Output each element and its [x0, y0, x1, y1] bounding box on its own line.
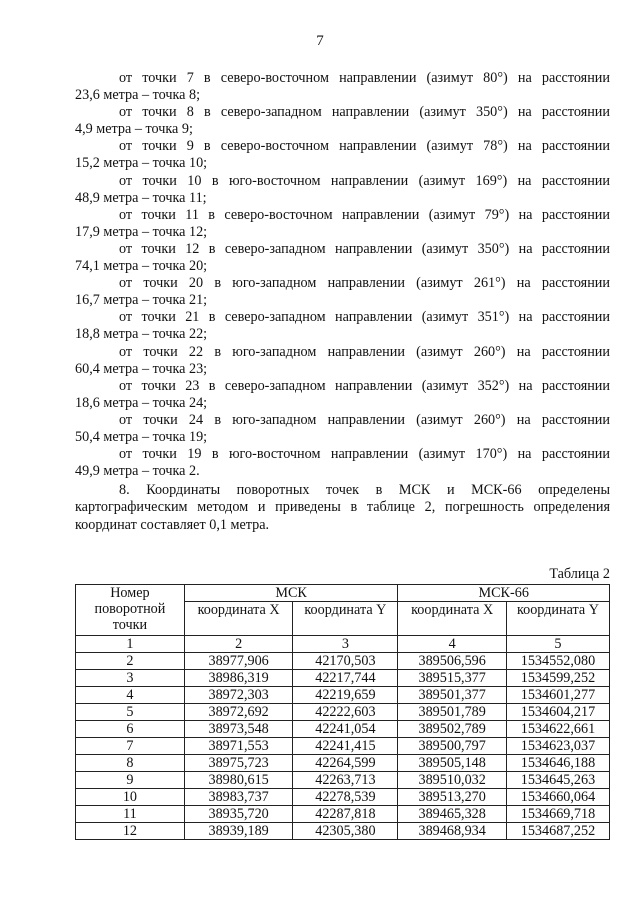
table-cell: 10: [76, 789, 185, 806]
table-cell: 42278,539: [293, 789, 398, 806]
table-row: [76, 738, 610, 755]
boundary-segment-paragraph: [75, 207, 610, 241]
paragraph-first-line: от точки 10 в юго-восточном направлении (азимут 169°) на расстоянии: [119, 172, 610, 189]
paragraph-continuation: 60,4 метра – точка 23;: [75, 360, 208, 377]
paragraph-first-line: от точки 23 в северо-западном направлении (азимут 352°) на расстоянии: [119, 377, 610, 394]
table-cell: 42217,744: [293, 670, 398, 687]
table-cell: 38977,906: [184, 653, 293, 670]
table-cell: 7: [76, 738, 185, 755]
column-number: 3: [293, 636, 398, 653]
column-number: 5: [506, 636, 609, 653]
paragraph-continuation: 16,7 метра – точка 21;: [75, 292, 208, 309]
table-cell: 1534604,217: [506, 704, 609, 721]
paragraph-first-line: от точки 12 в северо-западном направлении (азимут 350°) на расстоянии: [119, 240, 610, 257]
table-cell: 1534552,080: [506, 653, 609, 670]
table-cell: 1534687,252: [506, 823, 609, 840]
table-row: [76, 755, 610, 772]
table-cell: 389501,377: [398, 687, 507, 704]
table-cell: 6: [76, 721, 185, 738]
boundary-segment-paragraph: [75, 70, 610, 104]
table-cell: 1534601,277: [506, 687, 609, 704]
table-cell: 12: [76, 823, 185, 840]
table-cell: 389465,328: [398, 806, 507, 823]
table-row: [76, 687, 610, 704]
table-row: [76, 653, 610, 670]
table-cell: 2: [76, 653, 185, 670]
table-cell: 42241,415: [293, 738, 398, 755]
boundary-segment-paragraph: [75, 173, 610, 207]
table-cell: 42222,603: [293, 704, 398, 721]
table-cell: 38986,319: [184, 670, 293, 687]
table-row: [76, 670, 610, 687]
paragraph-continuation: 15,2 метра – точка 10;: [75, 155, 208, 172]
paragraph-first-line: от точки 22 в юго-западном направлении (азимут 260°) на расстоянии: [119, 343, 610, 360]
table-cell: 38980,615: [184, 772, 293, 789]
table-cell: 42264,599: [293, 755, 398, 772]
table-cell: 1534622,661: [506, 721, 609, 738]
column-number: 4: [398, 636, 507, 653]
table-cell: 42263,713: [293, 772, 398, 789]
table-row: [76, 806, 610, 823]
table-cell: 38983,737: [184, 789, 293, 806]
table-cell: 38935,720: [184, 806, 293, 823]
boundary-segment-paragraph: [75, 309, 610, 343]
paragraph-continuation: 18,8 метра – точка 22;: [75, 326, 208, 343]
table-cell: 3: [76, 670, 185, 687]
table-cell: 5: [76, 704, 185, 721]
paragraph-first-line: от точки 7 в северо-восточном направлении (азимут 80°) на расстоянии: [119, 70, 610, 86]
table-cell: 389510,032: [398, 772, 507, 789]
table-cell: 1534660,064: [506, 789, 609, 806]
paragraph-continuation: 18,6 метра – точка 24;: [75, 394, 208, 411]
paragraph-continuation: 4,9 метра – точка 9;: [75, 121, 193, 138]
table-row: [76, 704, 610, 721]
table-cell: 38972,303: [184, 687, 293, 704]
header-msk66: МСК-66: [398, 585, 610, 602]
table-cell: 8: [76, 755, 185, 772]
boundary-segment-paragraph: [75, 138, 610, 172]
header-point-number: Номер поворотной точки: [76, 585, 185, 636]
paragraph-first-line: от точки 24 в юго-западном направлении (азимут 260°) на расстоянии: [119, 411, 610, 428]
table-cell: 389515,377: [398, 670, 507, 687]
boundary-description: [75, 70, 610, 480]
table-cell: 1534646,188: [506, 755, 609, 772]
boundary-segment-paragraph: [75, 344, 610, 378]
table-column-numbers-row: [76, 636, 610, 653]
boundary-segment-paragraph: [75, 412, 610, 446]
table-cell: 389502,789: [398, 721, 507, 738]
column-number: 1: [76, 636, 185, 653]
paragraph-first-line: от точки 11 в северо-восточном направлении (азимут 79°) на расстоянии: [119, 206, 610, 223]
table-cell: 4: [76, 687, 185, 704]
paragraph-continuation: 48,9 метра – точка 11;: [75, 189, 207, 206]
table-caption: Таблица 2: [549, 566, 610, 582]
paragraph-continuation: 17,9 метра – точка 12;: [75, 223, 208, 240]
paragraph-continuation: 50,4 метра – точка 19;: [75, 428, 208, 445]
section-8-paragraph: 8. Координаты поворотных точек в МСК и МСК-66 определены картографическим методом и приведены в таблице 2, погрешность определения координат составляет 0,1 метра.: [75, 482, 610, 533]
table-cell: 42241,054: [293, 721, 398, 738]
column-number: 2: [184, 636, 293, 653]
table-cell: 38975,723: [184, 755, 293, 772]
table-cell: 42305,380: [293, 823, 398, 840]
paragraph-first-line: от точки 21 в северо-западном направлении (азимут 351°) на расстоянии: [119, 309, 610, 326]
table-cell: 389506,596: [398, 653, 507, 670]
paragraph-first-line: от точки 9 в северо-восточном направлении (азимут 78°) на расстоянии: [119, 138, 610, 155]
header-msk66-y: координата Y: [506, 602, 609, 636]
table-cell: 38939,189: [184, 823, 293, 840]
boundary-segment-paragraph: [75, 446, 610, 480]
table-cell: 389513,270: [398, 789, 507, 806]
boundary-segment-paragraph: [75, 104, 610, 138]
header-msk66-x: координата X: [398, 602, 507, 636]
paragraph-first-line: от точки 19 в юго-восточном направлении (азимут 170°) на расстоянии: [119, 446, 610, 463]
document-body: [75, 70, 610, 534]
table-cell: 389505,148: [398, 755, 507, 772]
table-row: [76, 789, 610, 806]
header-msk-y: координата Y: [293, 602, 398, 636]
boundary-segment-paragraph: [75, 378, 610, 412]
table-cell: 1534645,263: [506, 772, 609, 789]
header-msk-x: координата X: [184, 602, 293, 636]
paragraph-continuation: 49,9 метра – точка 2.: [75, 463, 200, 480]
table-cell: 38973,548: [184, 721, 293, 738]
table-cell: 1534599,252: [506, 670, 609, 687]
table-cell: 1534669,718: [506, 806, 609, 823]
table-cell: 38971,553: [184, 738, 293, 755]
table-cell: 38972,692: [184, 704, 293, 721]
paragraph-first-line: от точки 20 в юго-западном направлении (азимут 261°) на расстоянии: [119, 275, 610, 292]
table-cell: 389501,789: [398, 704, 507, 721]
table-row: [76, 721, 610, 738]
table-body: [76, 653, 610, 840]
coordinates-table: [75, 584, 610, 840]
header-msk: МСК: [184, 585, 398, 602]
paragraph-first-line: от точки 8 в северо-западном направлении (азимут 350°) на расстоянии: [119, 104, 610, 121]
table-cell: 42170,503: [293, 653, 398, 670]
table-cell: 42287,818: [293, 806, 398, 823]
table-cell: 389468,934: [398, 823, 507, 840]
boundary-segment-paragraph: [75, 241, 610, 275]
page-number: 7: [316, 33, 324, 49]
paragraph-continuation: 74,1 метра – точка 20;: [75, 258, 208, 275]
table-header-row: [76, 585, 610, 602]
table-row: [76, 772, 610, 789]
boundary-segment-paragraph: [75, 275, 610, 309]
table-cell: 11: [76, 806, 185, 823]
paragraph-continuation: 23,6 метра – точка 8;: [75, 87, 201, 104]
table-cell: 9: [76, 772, 185, 789]
table-cell: 42219,659: [293, 687, 398, 704]
table-row: [76, 823, 610, 840]
table-cell: 1534623,037: [506, 738, 609, 755]
table-cell: 389500,797: [398, 738, 507, 755]
